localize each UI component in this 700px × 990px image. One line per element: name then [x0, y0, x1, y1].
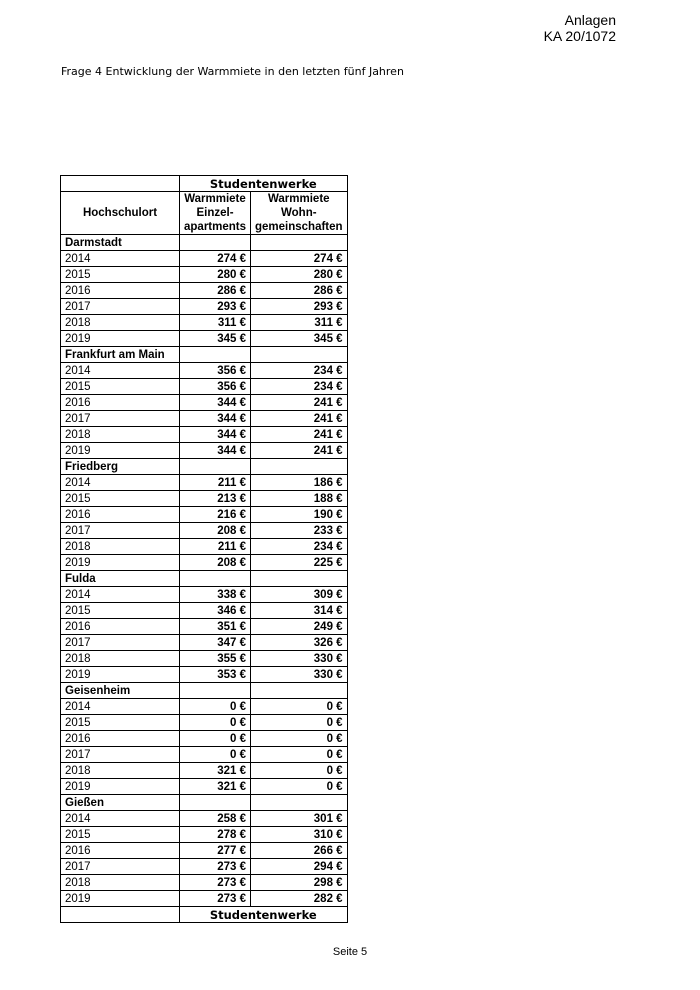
- shared-flat-rent-cell: 309 €: [251, 587, 348, 603]
- year-cell: 2018: [61, 315, 180, 331]
- single-apartment-rent-cell: 0 €: [180, 715, 251, 731]
- location-name: Gießen: [61, 795, 180, 811]
- table-row: [61, 427, 348, 443]
- year-cell: 2014: [61, 475, 180, 491]
- single-apartment-rent-cell: 293 €: [180, 299, 251, 315]
- table-row: [61, 875, 348, 891]
- table-row: [61, 443, 348, 459]
- year-cell: 2016: [61, 395, 180, 411]
- table-row: [61, 891, 348, 907]
- table-row: [61, 331, 348, 347]
- shared-flat-rent-cell: 241 €: [251, 427, 348, 443]
- year-cell: 2016: [61, 843, 180, 859]
- shared-flat-rent-cell: 330 €: [251, 667, 348, 683]
- single-apartment-rent-cell: 356 €: [180, 363, 251, 379]
- single-apartment-rent-cell: 278 €: [180, 827, 251, 843]
- single-apartment-rent-cell: 274 €: [180, 251, 251, 267]
- single-apartment-rent-cell: 344 €: [180, 443, 251, 459]
- year-cell: 2019: [61, 891, 180, 907]
- location-name: Fulda: [61, 571, 180, 587]
- table-row: [61, 523, 348, 539]
- table-row: [61, 603, 348, 619]
- document-number: KA 20/1072: [543, 28, 616, 44]
- shared-flat-rent-cell: 280 €: [251, 267, 348, 283]
- shared-flat-rent-cell: 241 €: [251, 443, 348, 459]
- year-cell: 2017: [61, 859, 180, 875]
- table-row: [61, 763, 348, 779]
- shared-flat-rent-cell: 234 €: [251, 379, 348, 395]
- shared-flat-rent-cell: 241 €: [251, 395, 348, 411]
- table-row: [61, 731, 348, 747]
- table-row: [61, 363, 348, 379]
- year-cell: 2017: [61, 523, 180, 539]
- footer-empty-cell: [61, 907, 180, 923]
- page-number: Seite 5: [332, 946, 368, 958]
- single-apartment-rent-cell: 321 €: [180, 763, 251, 779]
- year-cell: 2015: [61, 379, 180, 395]
- location-empty-cell: [251, 571, 348, 587]
- single-apartment-rent-cell: 351 €: [180, 619, 251, 635]
- table-row: [61, 507, 348, 523]
- location-name: Friedberg: [61, 459, 180, 475]
- table-row: [61, 491, 348, 507]
- shared-flat-rent-cell: 274 €: [251, 251, 348, 267]
- single-apartment-rent-cell: 273 €: [180, 891, 251, 907]
- single-apartment-rent-cell: 286 €: [180, 283, 251, 299]
- table-row: [61, 779, 348, 795]
- single-apartment-rent-cell: 216 €: [180, 507, 251, 523]
- year-cell: 2014: [61, 363, 180, 379]
- location-header-row: [61, 571, 348, 587]
- single-apartment-rent-cell: 338 €: [180, 587, 251, 603]
- year-cell: 2018: [61, 875, 180, 891]
- table-row: [61, 395, 348, 411]
- year-cell: 2014: [61, 587, 180, 603]
- single-apartment-rent-cell: 280 €: [180, 267, 251, 283]
- location-name: Frankfurt am Main: [61, 347, 180, 363]
- year-cell: 2018: [61, 651, 180, 667]
- year-cell: 2019: [61, 667, 180, 683]
- year-cell: 2015: [61, 827, 180, 843]
- year-cell: 2015: [61, 267, 180, 283]
- table-row: [61, 379, 348, 395]
- year-cell: 2019: [61, 331, 180, 347]
- table-row: [61, 283, 348, 299]
- shared-flat-rent-cell: 225 €: [251, 555, 348, 571]
- table-row: [61, 635, 348, 651]
- shared-flat-rent-cell: 234 €: [251, 539, 348, 555]
- table-row: [61, 827, 348, 843]
- shared-flat-rent-cell: 0 €: [251, 715, 348, 731]
- year-cell: 2014: [61, 811, 180, 827]
- column-header-single-line: Warmmiete: [184, 193, 246, 205]
- year-cell: 2017: [61, 635, 180, 651]
- table-row: [61, 747, 348, 763]
- column-header-single-line: Einzel-: [196, 207, 234, 219]
- year-cell: 2019: [61, 555, 180, 571]
- annex-label: Anlagen: [564, 12, 616, 28]
- table-row: [61, 667, 348, 683]
- table-row: [61, 619, 348, 635]
- shared-flat-rent-cell: 326 €: [251, 635, 348, 651]
- single-apartment-rent-cell: 273 €: [180, 875, 251, 891]
- shared-flat-rent-cell: 186 €: [251, 475, 348, 491]
- shared-flat-rent-cell: 0 €: [251, 747, 348, 763]
- single-apartment-rent-cell: 311 €: [180, 315, 251, 331]
- single-apartment-rent-cell: 208 €: [180, 523, 251, 539]
- location-empty-cell: [251, 235, 348, 251]
- year-cell: 2016: [61, 507, 180, 523]
- column-header-single-line: apartments: [184, 221, 246, 233]
- single-apartment-rent-cell: 273 €: [180, 859, 251, 875]
- column-header-location: Hochschulort: [61, 192, 180, 235]
- single-apartment-rent-cell: 0 €: [180, 699, 251, 715]
- shared-flat-rent-cell: 0 €: [251, 699, 348, 715]
- single-apartment-rent-cell: 277 €: [180, 843, 251, 859]
- table-row: [61, 299, 348, 315]
- rent-table: [60, 175, 348, 923]
- shared-flat-rent-cell: 330 €: [251, 651, 348, 667]
- location-name: Geisenheim: [61, 683, 180, 699]
- shared-flat-rent-cell: 310 €: [251, 827, 348, 843]
- year-cell: 2017: [61, 299, 180, 315]
- column-header-row: [61, 192, 348, 235]
- single-apartment-rent-cell: 355 €: [180, 651, 251, 667]
- shared-flat-rent-cell: 234 €: [251, 363, 348, 379]
- table-row: [61, 411, 348, 427]
- shared-flat-rent-cell: 345 €: [251, 331, 348, 347]
- year-cell: 2016: [61, 619, 180, 635]
- year-cell: 2017: [61, 411, 180, 427]
- question-title: Frage 4 Entwicklung der Warmmiete in den letzten fünf Jahren: [61, 65, 404, 78]
- shared-flat-rent-cell: 311 €: [251, 315, 348, 331]
- single-apartment-rent-cell: 213 €: [180, 491, 251, 507]
- table-row: [61, 251, 348, 267]
- single-apartment-rent-cell: 344 €: [180, 395, 251, 411]
- year-cell: 2014: [61, 251, 180, 267]
- location-name: Darmstadt: [61, 235, 180, 251]
- table-footer-label: Studentenwerke: [180, 907, 348, 923]
- single-apartment-rent-cell: 321 €: [180, 779, 251, 795]
- location-empty-cell: [180, 235, 251, 251]
- table-footer-row: [61, 907, 348, 923]
- shared-flat-rent-cell: 0 €: [251, 779, 348, 795]
- location-empty-cell: [180, 347, 251, 363]
- column-header-shared: [251, 192, 348, 235]
- year-cell: 2017: [61, 747, 180, 763]
- year-cell: 2018: [61, 427, 180, 443]
- shared-flat-rent-cell: 241 €: [251, 411, 348, 427]
- table-row: [61, 715, 348, 731]
- location-empty-cell: [180, 571, 251, 587]
- table-row: [61, 539, 348, 555]
- group-header: Studentenwerke: [180, 176, 348, 192]
- year-cell: 2015: [61, 491, 180, 507]
- location-empty-cell: [251, 459, 348, 475]
- single-apartment-rent-cell: 344 €: [180, 411, 251, 427]
- year-cell: 2018: [61, 763, 180, 779]
- shared-flat-rent-cell: 293 €: [251, 299, 348, 315]
- single-apartment-rent-cell: 356 €: [180, 379, 251, 395]
- table-row: [61, 315, 348, 331]
- location-empty-cell: [251, 795, 348, 811]
- shared-flat-rent-cell: 0 €: [251, 731, 348, 747]
- single-apartment-rent-cell: 0 €: [180, 731, 251, 747]
- shared-flat-rent-cell: 314 €: [251, 603, 348, 619]
- column-header-shared-line: Warmmiete Wohn-: [267, 193, 330, 219]
- table-row: [61, 811, 348, 827]
- shared-flat-rent-cell: 282 €: [251, 891, 348, 907]
- location-empty-cell: [180, 459, 251, 475]
- shared-flat-rent-cell: 298 €: [251, 875, 348, 891]
- single-apartment-rent-cell: 345 €: [180, 331, 251, 347]
- rent-table-body: [61, 176, 348, 923]
- group-header-empty-cell: [61, 176, 180, 192]
- year-cell: 2016: [61, 283, 180, 299]
- shared-flat-rent-cell: 188 €: [251, 491, 348, 507]
- single-apartment-rent-cell: 211 €: [180, 475, 251, 491]
- shared-flat-rent-cell: 0 €: [251, 763, 348, 779]
- column-header-single: [180, 192, 251, 235]
- year-cell: 2016: [61, 731, 180, 747]
- single-apartment-rent-cell: 346 €: [180, 603, 251, 619]
- location-header-row: [61, 795, 348, 811]
- table-row: [61, 843, 348, 859]
- location-empty-cell: [180, 795, 251, 811]
- location-header-row: [61, 459, 348, 475]
- year-cell: 2019: [61, 443, 180, 459]
- single-apartment-rent-cell: 353 €: [180, 667, 251, 683]
- table-row: [61, 651, 348, 667]
- year-cell: 2014: [61, 699, 180, 715]
- single-apartment-rent-cell: 347 €: [180, 635, 251, 651]
- document-reference: [544, 12, 616, 44]
- single-apartment-rent-cell: 258 €: [180, 811, 251, 827]
- group-header-row: [61, 176, 348, 192]
- shared-flat-rent-cell: 294 €: [251, 859, 348, 875]
- shared-flat-rent-cell: 301 €: [251, 811, 348, 827]
- table-row: [61, 859, 348, 875]
- single-apartment-rent-cell: 344 €: [180, 427, 251, 443]
- shared-flat-rent-cell: 266 €: [251, 843, 348, 859]
- single-apartment-rent-cell: 208 €: [180, 555, 251, 571]
- location-header-row: [61, 235, 348, 251]
- year-cell: 2015: [61, 603, 180, 619]
- year-cell: 2019: [61, 779, 180, 795]
- table-row: [61, 555, 348, 571]
- year-cell: 2018: [61, 539, 180, 555]
- table-row: [61, 267, 348, 283]
- location-header-row: [61, 347, 348, 363]
- shared-flat-rent-cell: 249 €: [251, 619, 348, 635]
- table-row: [61, 475, 348, 491]
- single-apartment-rent-cell: 211 €: [180, 539, 251, 555]
- location-empty-cell: [180, 683, 251, 699]
- location-header-row: [61, 683, 348, 699]
- shared-flat-rent-cell: 190 €: [251, 507, 348, 523]
- table-row: [61, 587, 348, 603]
- single-apartment-rent-cell: 0 €: [180, 747, 251, 763]
- table-row: [61, 699, 348, 715]
- shared-flat-rent-cell: 233 €: [251, 523, 348, 539]
- location-empty-cell: [251, 683, 348, 699]
- column-header-shared-line: gemeinschaften: [255, 221, 343, 233]
- shared-flat-rent-cell: 286 €: [251, 283, 348, 299]
- year-cell: 2015: [61, 715, 180, 731]
- location-empty-cell: [251, 347, 348, 363]
